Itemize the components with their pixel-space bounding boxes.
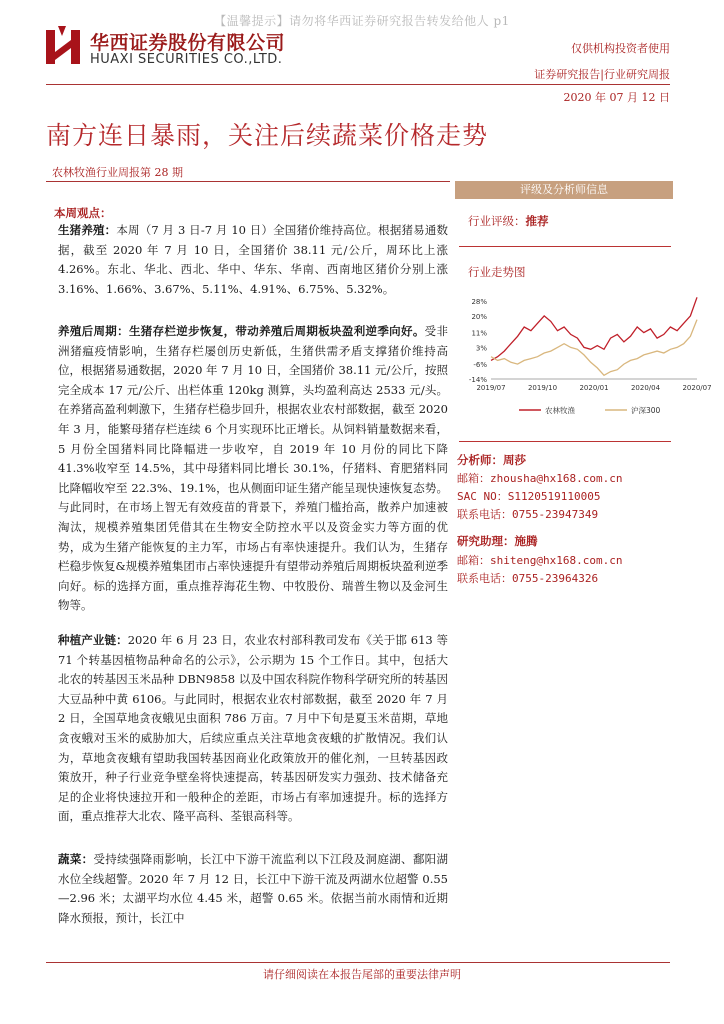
legend-label: 沪深300 <box>631 406 661 415</box>
x-tick-label: 2020/07 <box>682 384 712 392</box>
x-tick-label: 2019/10 <box>527 384 558 392</box>
sidebar-divider <box>459 246 671 247</box>
industry-rating <box>468 213 549 229</box>
section-label: 本周观点： <box>54 206 112 220</box>
analyst-phone: 联系电话：0755-23947349 <box>457 508 599 521</box>
paragraph-text: 本周（7 月 3 日-7 月 10 日）全国猪价维持高位。根据猪易通数据，截至 2020 年 7 月 10 日，全国猪价 38.11 元/公斤，周环比上涨 4.26%。东北、华北、西北、华中、华东、华南、西南地区猪价分别上涨 3.16%、1.66%、3.67%、5.11%、4.91%、6.75%、5.32%。 <box>58 223 449 296</box>
paragraph-planting-chain <box>58 631 448 827</box>
series-line-agri <box>491 297 697 360</box>
paragraph-vegetables <box>58 850 448 928</box>
y-tick-label: -14% <box>468 376 487 384</box>
company-name-cn: 华西证券股份有限公司 <box>90 32 286 54</box>
rating-panel-header: 评级及分析师信息 <box>455 181 673 199</box>
footer-divider <box>46 962 670 963</box>
paragraph-text: 受持续强降雨影响，长江中下游干流监利以下江段及洞庭湖、鄱阳湖水位全线超警。2020 年 7 月 12 日，长江中下游干流及两湖水位超警 0.55—2.96 米；太湖平均水位 4.45 米，超警 0.65 米。依据当前水雨情和近期降水预报，预计，长江中 <box>58 852 448 925</box>
y-tick-label: 20% <box>471 312 487 321</box>
page-title: 南方连日暴雨，关注后续蔬菜价格走势 <box>46 121 489 150</box>
analyst-name: 周莎 <box>503 453 526 467</box>
paragraph-heading: 养殖后周期：生猪存栏逆步恢复，带动养殖后周期板块盈利逆季向好。 <box>58 324 425 338</box>
y-tick-label: 3% <box>475 344 487 353</box>
x-tick-label: 2019/07 <box>476 384 506 392</box>
report-date: 2020 年 07 月 12 日 <box>563 91 670 104</box>
analyst-heading <box>457 452 526 468</box>
y-tick-label: 11% <box>471 329 487 338</box>
paragraph-heading: 生猪养殖： <box>58 223 117 237</box>
paragraph-heading: 蔬菜： <box>58 852 94 866</box>
assistant-label: 研究助理： <box>457 534 515 548</box>
header-divider <box>46 84 670 85</box>
report-series: 农林牧渔行业周报第 28 期 <box>52 166 183 179</box>
paragraph-heading: 种植产业链： <box>58 633 128 647</box>
analyst-label: 分析师： <box>457 453 503 467</box>
y-tick-label: -6% <box>473 361 487 370</box>
analyst-sac-number: SAC NO：S1120519110005 <box>457 490 601 503</box>
paragraph-post-cycle <box>58 322 448 616</box>
assistant-phone: 联系电话：0755-23964326 <box>457 572 599 585</box>
paragraph-hog-farming <box>58 221 448 299</box>
paragraph-text: 2020 年 6 月 23 日，农业农村部科教司发布《关于邯 613 等 71 个转基因植物品种命名的公示》，公示期为 15 个工作日。其中，包括大北农的转基因玉米品种 DBN9858 以及中国农科院作物科学研究所的转基因大豆品种中黄 6106。与此同时，根据农业农村部数据，截至 2020 年 7 月 2 日，全国草地贪夜蛾见虫面积 786 万亩。7 月中下旬是夏玉米苗期，草地贪夜蛾对玉米的威胁加大，后续应重点关注草地贪夜蛾的扩散情况。我们认为，草地贪夜蛾有望助我国转基因商业化政策放开的催化剂，一旦转基因政策放开，种子行业竞争壁垒将快速提高，转基因研发实力强劲、技术储备充足的企业将快速拉开和一般种企的差距，市场占有率加速提升。标的选择方面，重点推荐大北农、隆平高科、荃银高科等。 <box>58 633 448 824</box>
trend-chart-title: 行业走势图 <box>468 265 526 279</box>
x-tick-label: 2020/04 <box>630 384 661 392</box>
assistant-heading <box>457 533 538 549</box>
subtitle-divider <box>46 181 450 182</box>
footer-disclaimer[interactable]: 请仔细阅读在本报告尾部的重要法律声明 <box>263 968 461 981</box>
report-type: 证券研究报告|行业研究周报 <box>534 68 670 81</box>
audience-note: 仅供机构投资者使用 <box>571 42 670 55</box>
assistant-email[interactable]: 邮箱：shiteng@hx168.com.cn <box>457 554 623 567</box>
analyst-email[interactable]: 邮箱：zhousha@hx168.com.cn <box>457 472 623 485</box>
assistant-name: 施腾 <box>514 534 538 548</box>
huaxi-logo-icon <box>46 26 80 66</box>
y-tick-label: 28% <box>471 298 487 306</box>
rating-label: 行业评级： <box>468 214 526 228</box>
legend-label: 农林牧渔 <box>545 406 575 415</box>
company-name-en: HUAXI SECURITIES CO.,LTD. <box>90 52 283 67</box>
sidebar-divider <box>459 441 671 442</box>
industry-trend-chart <box>459 287 717 437</box>
paragraph-text: 受非洲猪瘟疫情影响，生猪存栏屡创历史新低，生猪供需矛盾支撑猪价维持高位，根据猪易通数据，2020 年 7 月 10 日，全国猪价 38.11 元/公斤，按照完全成本 17 元/公斤、出栏体重 120kg 测算，头均盈利高达 2533 元/头。在养猪高盈利刺激下，生猪存栏稳步回升，根据农业农村部数据，截至 2020 年 3 月，能繁母猪存栏连续 6 个月实现环比正增长。从饲料销量数据来看，5 月份全国猪料同比降幅进一步收窄，自 2019 年 10 月份的同比下降 41.3%收窄至 14.5%，其中母猪料同比增长 30.1%，仔猪料、育肥猪料同比降幅收窄至 22.3%、19.1%，也从侧面印证生猪产能呈现快速恢复态势。与此同时，在市场上智无有效疫苗的背景下，养殖门槛抬高，散养户加速被淘汰，规模养殖集团凭借其在生物安全防控水平以及资金实力等方面的优势，成为生猪产能恢复的主力军，市场占有率快速提升。我们认为，生猪存栏稳步恢复&规模养殖集团市占率快速提升有望带动养殖后周期板块盈利逆季向好。标的选择方面，重点推荐海花生物、中牧股份、瑞普生物以及金河生物等。 <box>58 324 448 613</box>
x-tick-label: 2020/01 <box>579 384 609 392</box>
rating-value: 推荐 <box>525 214 549 228</box>
page-notice: 【温馨提示】请勿将华西证券研究报告转发给他人 p1 <box>214 14 510 28</box>
